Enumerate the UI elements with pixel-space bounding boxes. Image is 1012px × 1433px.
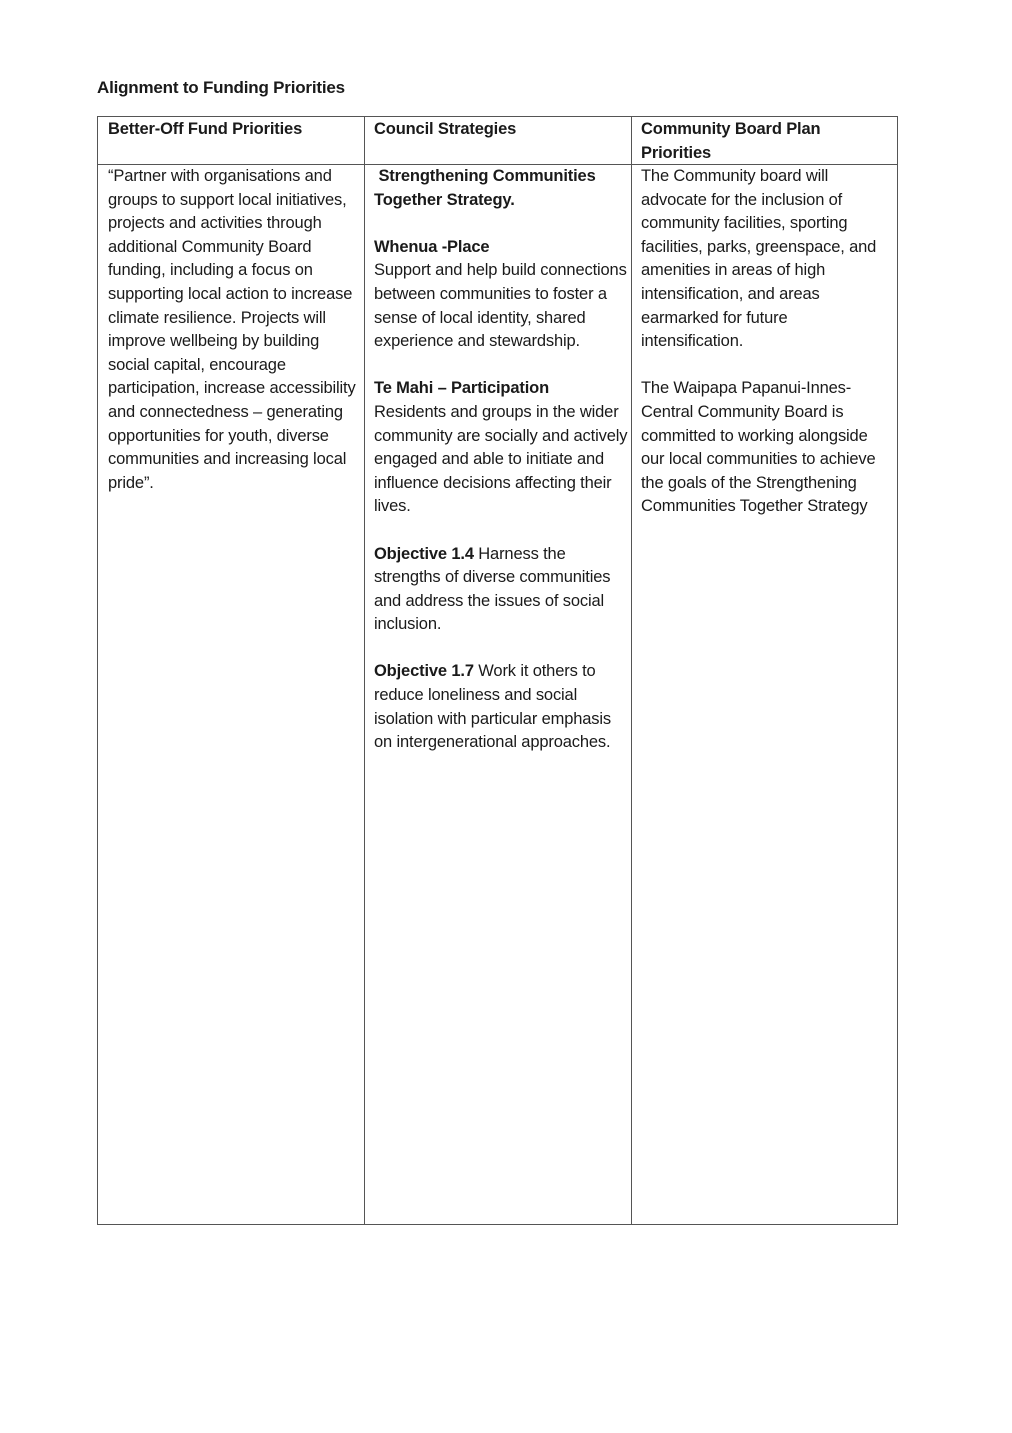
strategy-title: Strengthening Communities Together Strategy. (374, 167, 601, 209)
column-divider (631, 117, 632, 1224)
community-board-para-1: The Community board will advocate for the inclusion of community facilities, sporting facilities, parks, greenspace, and amenities in areas of high intensification, and areas earmarked for future intensification. (641, 167, 877, 351)
header-council-strategies: Council Strategies (374, 120, 517, 138)
better-off-fund-cell (108, 165, 363, 495)
whenua-text: Support and help build connections between communities to foster a sense of local identity, shared experience and stewardship. (374, 261, 627, 351)
objective-1-7-text: Work it others to reduce loneliness and social isolation with particular emphasis on intergenerational approaches. (374, 662, 616, 752)
column-divider (364, 117, 365, 1224)
community-board-plan-cell (641, 165, 891, 519)
objective-1-4 (374, 543, 629, 637)
community-board-para-2: The Waipapa Papanui-Innes-Central Community Board is committed to working alongside our local communities to achieve the goals of the Strengthening Communities Together Strategy (641, 379, 876, 516)
objective-1-4-text: Harness the strengths of diverse communities and address the issues of social inclusion. (374, 544, 615, 634)
te-mahi-heading: Te Mahi – Participation (374, 379, 550, 398)
whenua-heading: Whenua -Place (374, 237, 490, 256)
objective-1-7 (374, 660, 629, 754)
better-off-fund-text: “Partner with organisations and groups to support local initiatives, projects and activities through additional Community Board funding, including a focus on supporting local action to increase climate resilience. Projects will improve wellbeing by building social capital, encourage participation, increase accessibility and connectedness – generating opportunities for youth, diverse communities and increasing local pride”. (108, 167, 356, 492)
council-strategies-cell (374, 165, 629, 755)
funding-priorities-table (97, 116, 898, 1225)
objective-1-4-label: Objective 1.4 (374, 544, 474, 563)
header-better-off-fund: Better-Off Fund Priorities (108, 120, 303, 138)
page-title: Alignment to Funding Priorities (97, 78, 345, 97)
objective-1-7-label: Objective 1.7 (374, 662, 474, 681)
te-mahi-text: Residents and groups in the wider community are socially and actively engaged and able to initiate and influence decisions affecting their lives. (374, 402, 628, 516)
header-community-board-plan: Community Board Plan Priorities (641, 120, 821, 162)
